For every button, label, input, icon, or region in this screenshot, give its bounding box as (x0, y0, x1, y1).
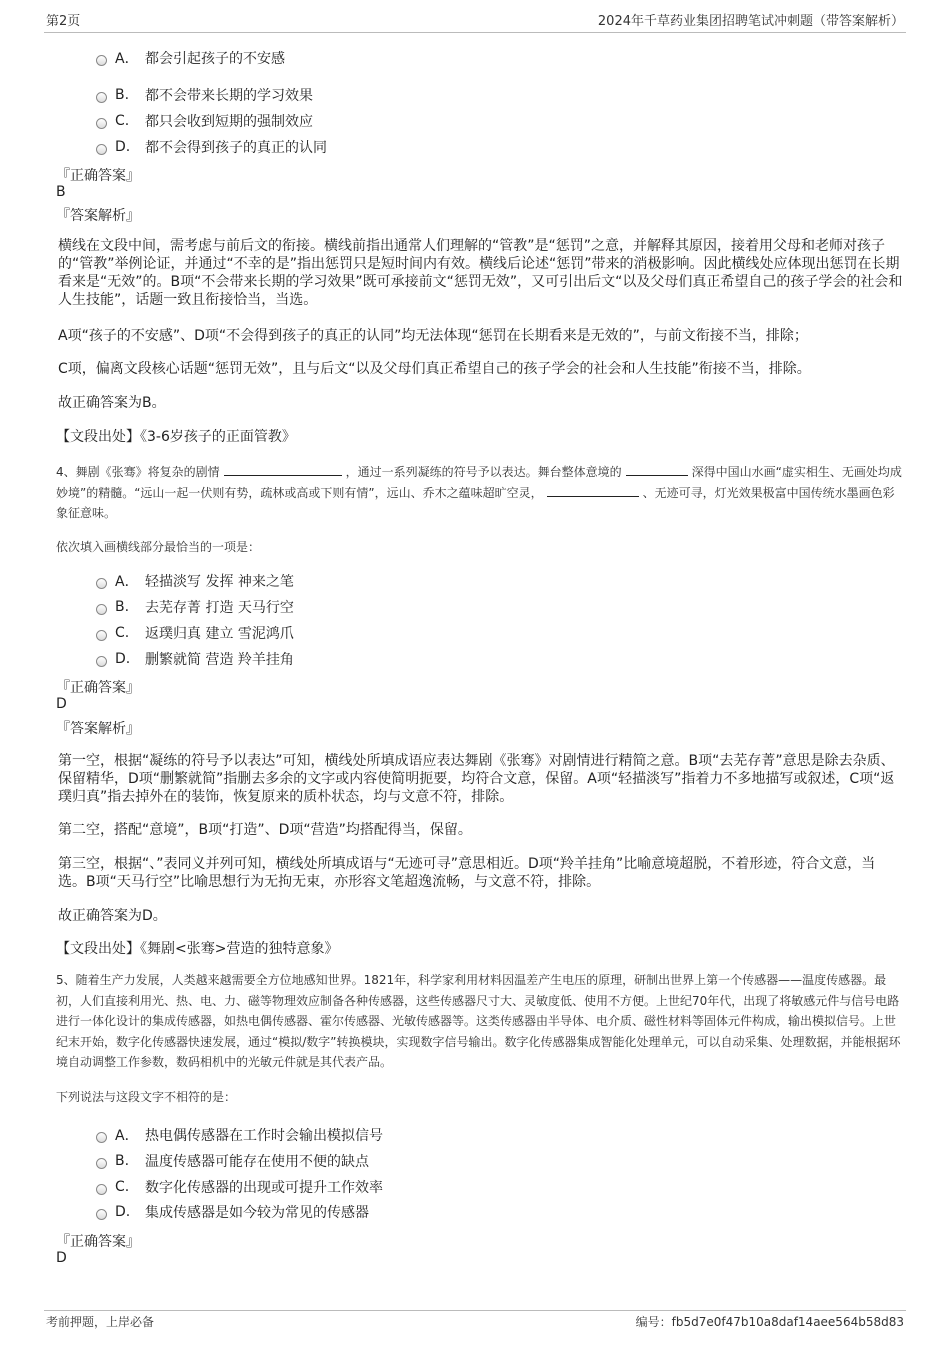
analysis-conclusion: 故正确答案为B。 (58, 395, 166, 411)
radio-icon[interactable] (96, 92, 107, 103)
analysis-label: 『答案解析』 (56, 208, 140, 224)
question-stem: 5、随着生产力发展，人类越来越需要全方位地感知世界。1821年，科学家利用材料因温差产生电压的原理，研制出世界上第一个传感器——温度传感器。最初，人们直接利用光、热、电、力、磁等物理效应制备各种传感器，这些传感器尺寸大、灵敏度低、使用不方便。上世纪70年代，出现了将敏感元件与信号电路进行一体化设计的集成传感器，如热电偶传感器、霍尔传感器、光敏传感器等。这类传感器由半导体、电介质、磁性材料等固体元件构成，输出模拟信号。上世纪末开始，数字化传感器快速发展，通过“模拟/数字”转换模块，实现数字信号输出。数字化传感器集成智能化处理单元，可以自动采集、处理数据，并能根据环境自动调整工作参数，数码相机中的光敏元件就是其代表产品。 (56, 973, 901, 1069)
analysis-paragraph: 横线在文段中间，需考虑与前后文的衔接。横线前指出通常人们理解的“管教”是“惩罚”之意，并解释其原因，接着用父母和老师对孩子的“管教”举例论证，并通过“不幸的是”指出惩罚只是短时间内有效。横线后论述“惩罚”带来的消极影响。因此横线处应体现出惩罚在长期看来是“无效”的。B项“不会带来长期的学习效果”既可承接前文“惩罚无效”，又可引出后文“以及父母们真正希望自己的孩子学会的社会和人生技能”，话题一致且衔接恰当，当选。 (58, 238, 903, 308)
analysis-paragraph: A项“孩子的不安感”、D项“不会得到孩子的真正的认同”均无法体现“惩罚在长期看来是无效的”，与前文衔接不当，排除； (58, 328, 808, 344)
q5-option-d[interactable]: D. 集成传感器是如今较为常见的传感器 (96, 1202, 369, 1222)
radio-icon[interactable] (96, 578, 107, 589)
analysis-paragraph: C项，偏离文段核心话题“惩罚无效”，且与后文“以及父母们真正希望自己的孩子学会的社会和人生技能”衔接不当，排除。 (58, 361, 811, 377)
header-divider (44, 32, 906, 33)
analysis-label: 『答案解析』 (56, 721, 140, 737)
answer-value: D (56, 1250, 67, 1266)
analysis-paragraph: 第一空，根据“凝练的符号予以表达”可知，横线处所填成语应表达舞剧《张骞》对剧情进行精简之意。B项“去芜存菁”意思是除去杂质、保留精华，D项“删繁就简”指删去多余的文字或内容使简明扼要，均符合文意，保留。A项“轻描淡写”指着力不多地描写或叙述，C项“返璞归真”指去掉外在的装饰，恢复原来的质朴状态，均与文意不符，排除。 (58, 753, 895, 805)
radio-icon[interactable] (96, 1158, 107, 1169)
answer-label: 『正确答案』 (56, 680, 140, 696)
page-number: 第2页 (46, 14, 81, 29)
analysis-conclusion: 故正确答案为D。 (58, 908, 167, 924)
blank-2 (626, 463, 688, 476)
answer-label: 『正确答案』 (56, 1234, 140, 1250)
q4-option-a[interactable]: A． 轻描淡写 发挥 神来之笔 (96, 571, 294, 591)
question-prompt: 依次填入画横线部分最恰当的一项是： (56, 540, 261, 554)
answer-label: 『正确答案』 (56, 168, 140, 184)
footer-divider (44, 1310, 906, 1311)
q5-option-c[interactable]: C. 数字化传感器的出现或可提升工作效率 (96, 1177, 383, 1197)
analysis-paragraph: 第二空，搭配“意境”，B项“打造”、D项“营造”均搭配得当，保留。 (58, 822, 472, 838)
q4-option-c[interactable]: C. 返璞归真 建立 雪泥鸿爪 (96, 623, 294, 643)
question-stem: 4、舞剧《张骞》将复杂的剧情 ，通过一系列凝练的符号予以表达。舞台整体意境的 深得中国山水画“虚实相生、无画处均成妙境”的精髓。“远山一起一伏则有势，疏林或高或下则有情”，远山、乔木之蕴味超旷空灵， 、无迹可寻，灯光效果极富中国传统水墨画色彩象征意味。 (56, 465, 902, 520)
document-id: 编号：fb5d7e0f47b10a8daf14aee564b58d83 (635, 1315, 904, 1329)
radio-icon[interactable] (96, 1209, 107, 1220)
q3-option-d[interactable]: D. 都不会得到孩子的真正的认同 (96, 137, 327, 157)
question-prompt: 下列说法与这段文字不相符的是： (56, 1090, 237, 1104)
footer-slogan: 考前押题，上岸必备 (46, 1315, 155, 1329)
q4-option-b[interactable]: B. 去芜存菁 打造 天马行空 (96, 597, 294, 617)
radio-icon[interactable] (96, 656, 107, 667)
document-title: 2024年千草药业集团招聘笔试冲刺题（带答案解析） (597, 14, 904, 29)
q3-option-b[interactable]: B. 都不会带来长期的学习效果 (96, 85, 313, 105)
analysis-paragraph: 第三空，根据“、”表同义并列可知，横线处所填成语与“无迹可寻”意思相近。D项“羚羊挂角”比喻意境超脱，不着形迹，符合文意，当选。B项“天马行空”比喻思想行为无拘无束，亦形容文笔超逸流畅，与文意不符，排除。 (58, 856, 876, 890)
radio-icon[interactable] (96, 630, 107, 641)
blank-3 (547, 484, 639, 497)
q3-option-c[interactable]: C. 都只会收到短期的强制效应 (96, 111, 313, 131)
q5-option-b[interactable]: B. 温度传感器可能存在使用不便的缺点 (96, 1151, 369, 1171)
radio-icon[interactable] (96, 604, 107, 615)
radio-icon[interactable] (96, 144, 107, 155)
radio-icon[interactable] (96, 55, 107, 66)
radio-icon[interactable] (96, 1132, 107, 1143)
source-citation: 【文段出处】《3-6岁孩子的正面管教》 (56, 429, 296, 445)
answer-value: D (56, 696, 67, 712)
q5-option-a[interactable]: A． 热电偶传感器在工作时会输出模拟信号 (96, 1125, 383, 1145)
answer-value: B (56, 184, 66, 200)
q4-option-d[interactable]: D. 删繁就简 营造 羚羊挂角 (96, 649, 294, 669)
radio-icon[interactable] (96, 118, 107, 129)
q3-option-a[interactable]: A． 都会引起孩子的不安感 (96, 48, 285, 68)
source-citation: 【文段出处】《舞剧<张骞>营造的独特意象》 (56, 941, 339, 957)
blank-1 (224, 463, 342, 476)
radio-icon[interactable] (96, 1184, 107, 1195)
